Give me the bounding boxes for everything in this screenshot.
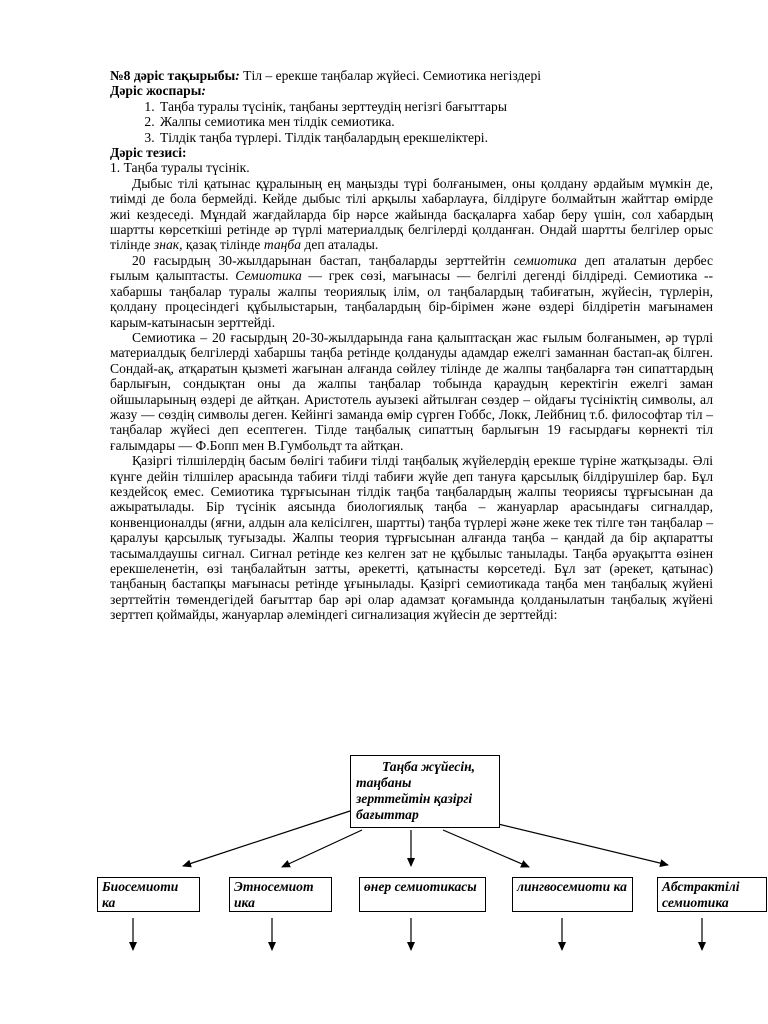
diagram-root-box [350,755,500,828]
branch-ethnosemiotics: Этносемиот ика [229,877,332,912]
section-heading: 1. Таңба туралы түсінік. [110,160,250,176]
root-line: таңбаны [356,775,412,790]
arrow-to-biosemiotics [183,811,350,866]
arrow-to-linguosemiotics [443,830,529,867]
paragraph-text: — грек сөзі, мағынасы — белгілі дегенді білдіреді. Семиотика -- хабаршы таңбалар туралы жалпы теориялық ілім, ол таңбалардың табиғатын, жүйесін, түрлерін, қолдану процесіндегі құбылыстарын, таңбалардың бір-бірімен және өздері білдіретін мағынамен карым-катынасын зерттейді. [110,268,713,330]
plan-item: 2. Жалпы семиотика мен тілдік семиотика. [158,114,713,129]
topic-label: №8 дәріс тақырыбы [110,68,236,83]
plan-colon: : [201,83,206,99]
branch-abstract-semiotics: Абстрактілі семиотика [657,877,767,912]
term-semiotika: семиотика [513,252,577,268]
root-line: бағыттар [356,807,419,822]
root-line: Таңба жүйесін, [382,759,476,774]
root-line: зерттейтін қазіргі [356,791,473,806]
plan-item: 3. Тілдік таңба түрлері. Тілдік таңбалардың ерекшеліктері. [158,130,713,145]
thesis-heading: Дәріс тезисі: [110,145,187,161]
term-tanba: таңба [263,237,302,253]
paragraph-3: Семиотика – 20 ғасырдың 20-30-жылдарында ғана қалыптасқан жас ғылым болғанымен, әр түрлі материалдық белгілерді хабаршы таңба ретінде қолдануды адамдар ежелгі заманнан бастап-ақ білген. Сондай-ақ, атқаратын қызметі жағынан алғанда сөйлеу тілінде де жалпы таңбаларға тән сипаттардың барлығын, сондықтан оны да жалпы таңбалар тобында қараудың керектігін ежелгі заман ойшыларының өздері де айтқан. Аристотель ауызекі айтылған сөздер – ойдағы түсініктің символы, ал жазу — сөздің символы деген. Кейінгі заманда өмір сүрген Гоббс, Локк, Лейбниц т.б. философтар тіл – таңбалар жүйесі деп есептеген. Тілде таңбалық сипаттың барлығын 19 ғасырдағы көрнекті тіл ғалымдары — Ф.Бопп мен В.Гумбольдт та айтқан. [110,329,713,453]
plan-item: 1. Таңба туралы түсінік, таңбаны зерттеудің негізгі бағыттары [158,99,713,114]
topic-text: Тіл – ерекше таңбалар жүйесі. Семиотика негіздері [239,68,542,83]
branch-art-semiotics: өнер семиотикасы [359,877,486,912]
paragraph-text: 20 ғасырдың 30-жылдарынан бастап, таңбаларды зерттейтін [132,252,514,268]
plan-label: Дәріс жоспары [110,83,202,99]
paragraph-4: Қазіргі тілшілердің басым бөлігі табиғи тілді таңбалық жүйелердің ерекше түріне жатқызады. Әлі күнге дейін тілшілер арасында табиғи тілді табиғи жүйе деп тануға қарсылық білдірушілер бар. Бұл кездейсоқ емес. Семиотика тұрғысынан тілдік таңба таңбалардың жалпы теориясы тұрғысынан да ажыратылады. Бір түсінік аясында биологиялық таңба – жануарлар арасындағы сигналдар, конвенционалды (яғни, алдын ала келісілген, шартты) таңба түрлері және жеке тек тілге тән таңбалар – қаралуы қарсылық туғызады. Жалпы теория тұрғысынан алғанда таңба – қандай да бір ақпаратты тасымалдаушы сигнал. Сигнал ретінде кез келген зат не құбылыс танылады. Таңба әруақытта өзінен ерекшеленетін, өзі таңбалайтын затты, әрекетті, қатынасты көрсетеді. Бұл зат (әрекет, қатынас) таңбаның бастапқы мағынасы ретінде ұғынылады. Қазіргі семиотикада таңба мен таңбалық жүйені зерттейтін төмендегідей бағыттар бар әрі олар адамзат қоғамында қолданылатын таңбалық жүйені зерттеп қоймайды, жануарлар әлеміндегі сигнализация жүйесін де зерттейді: [110,453,713,623]
term-znak: знак [153,237,180,253]
paragraph-text: Дыбыс тілі қатынас құралының ең маңызды түрі болғанымен, оны қолдану әрдайым мүмкін де, тиімді де бола бермейді. Кейде дыбыс тілі арқылы хабарлауға, білдіруге болмайтын жайттар өмірде жиі кездеседі. Мұндай жағдайларда бір нәрсе жайында басқаларға хабар беру үшін, сол хабардың шартты көрсеткіші ретінде әр түрлі материалдық белгілерді қолданған. Ондай шартты белгілер орыс тілінде [110,175,713,253]
branch-biosemiotics: Биосемиоти ка [97,877,200,912]
arrow-to-ethnosemiotics [282,830,362,867]
topic-colon: : [235,68,240,83]
paragraph-text: , қазақ тілінде [179,237,264,253]
paragraph-text: деп аталады. [301,237,379,253]
branch-linguosemiotics: лингвосемиоти ка [512,877,633,912]
paragraph-text: деп аталатын дербес ғылым қалыптасты. [110,252,713,284]
term-semiotika: Семиотика [235,268,302,284]
